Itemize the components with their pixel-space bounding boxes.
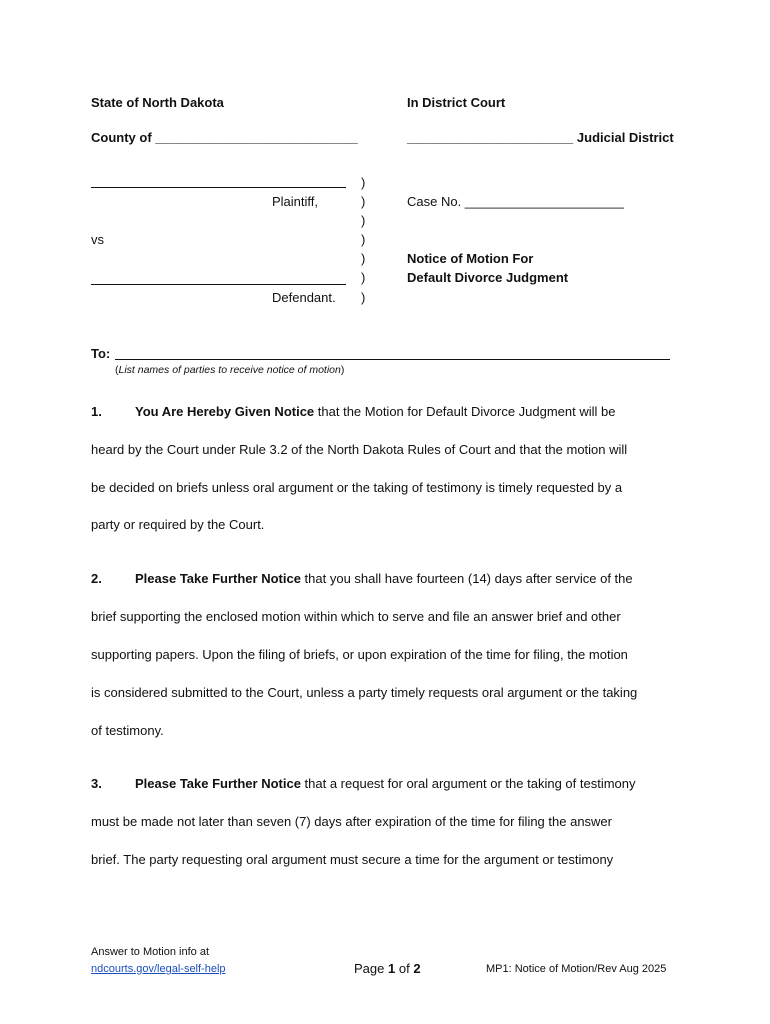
caption-paren: ) [361, 194, 366, 209]
to-note: (List names of parties to receive notice of motion) [115, 364, 345, 376]
paragraph-line: must be made not later than seven (7) days after expiration of the time for filing the answer [91, 814, 612, 829]
paragraph-line: brief. The party requesting oral argument must secure a time for the argument or testimony [91, 852, 614, 867]
to-label: To: [91, 346, 111, 361]
plaintiff-label: Plaintiff, [272, 194, 319, 209]
document-title-line2: Default Divorce Judgment [407, 270, 569, 285]
judicial-district-field: _______________________ Judicial District [407, 130, 674, 145]
paragraph-line: of testimony. [91, 723, 164, 738]
footer-info-label: Answer to Motion info at [91, 946, 210, 958]
paragraph-number: 3. [91, 776, 102, 791]
page-number: Page 1 of 2 [354, 961, 421, 976]
paragraph-line: Please Take Further Notice that a request for oral argument or the taking of testimony [135, 776, 636, 791]
paragraph-line: be decided on briefs unless oral argument or the taking of testimony is timely requested by a [91, 480, 623, 495]
caption-paren: ) [361, 270, 366, 285]
to-parties-line [115, 359, 670, 360]
paragraph-line: heard by the Court under Rule 3.2 of the North Dakota Rules of Court and that the motion will [91, 442, 628, 457]
county-field: County of ____________________________ [91, 130, 358, 145]
paragraph-line: You Are Hereby Given Notice that the Motion for Default Divorce Judgment will be [135, 404, 616, 419]
paragraph-number: 1. [91, 404, 102, 419]
state-heading: State of North Dakota [91, 95, 224, 110]
vs-label: vs [91, 232, 104, 247]
caption-paren: ) [361, 175, 366, 190]
plaintiff-name-line [91, 187, 346, 188]
paragraph-line: Please Take Further Notice that you shall have fourteen (14) days after service of the [135, 571, 633, 586]
paragraph-line: supporting papers. Upon the filing of briefs, or upon expiration of the time for filing, the motion [91, 647, 628, 662]
case-number-field: Case No. ______________________ [407, 194, 624, 209]
caption-paren: ) [361, 213, 366, 228]
form-identifier: MP1: Notice of Motion/Rev Aug 2025 [486, 963, 667, 975]
paragraph-line: is considered submitted to the Court, unless a party timely requests oral argument or the taking [91, 685, 638, 700]
paragraph-line: party or required by the Court. [91, 517, 265, 532]
caption-paren: ) [361, 232, 366, 247]
paragraph-number: 2. [91, 571, 102, 586]
defendant-label: Defendant. [272, 290, 336, 305]
legal-self-help-link[interactable]: ndcourts.gov/legal-self-help [91, 963, 226, 975]
caption-paren: ) [361, 251, 366, 266]
defendant-name-line [91, 284, 346, 285]
document-title-line1: Notice of Motion For [407, 251, 534, 266]
caption-paren: ) [361, 290, 366, 305]
court-heading: In District Court [407, 95, 506, 110]
paragraph-line: brief supporting the enclosed motion within which to serve and file an answer brief and other [91, 609, 621, 624]
